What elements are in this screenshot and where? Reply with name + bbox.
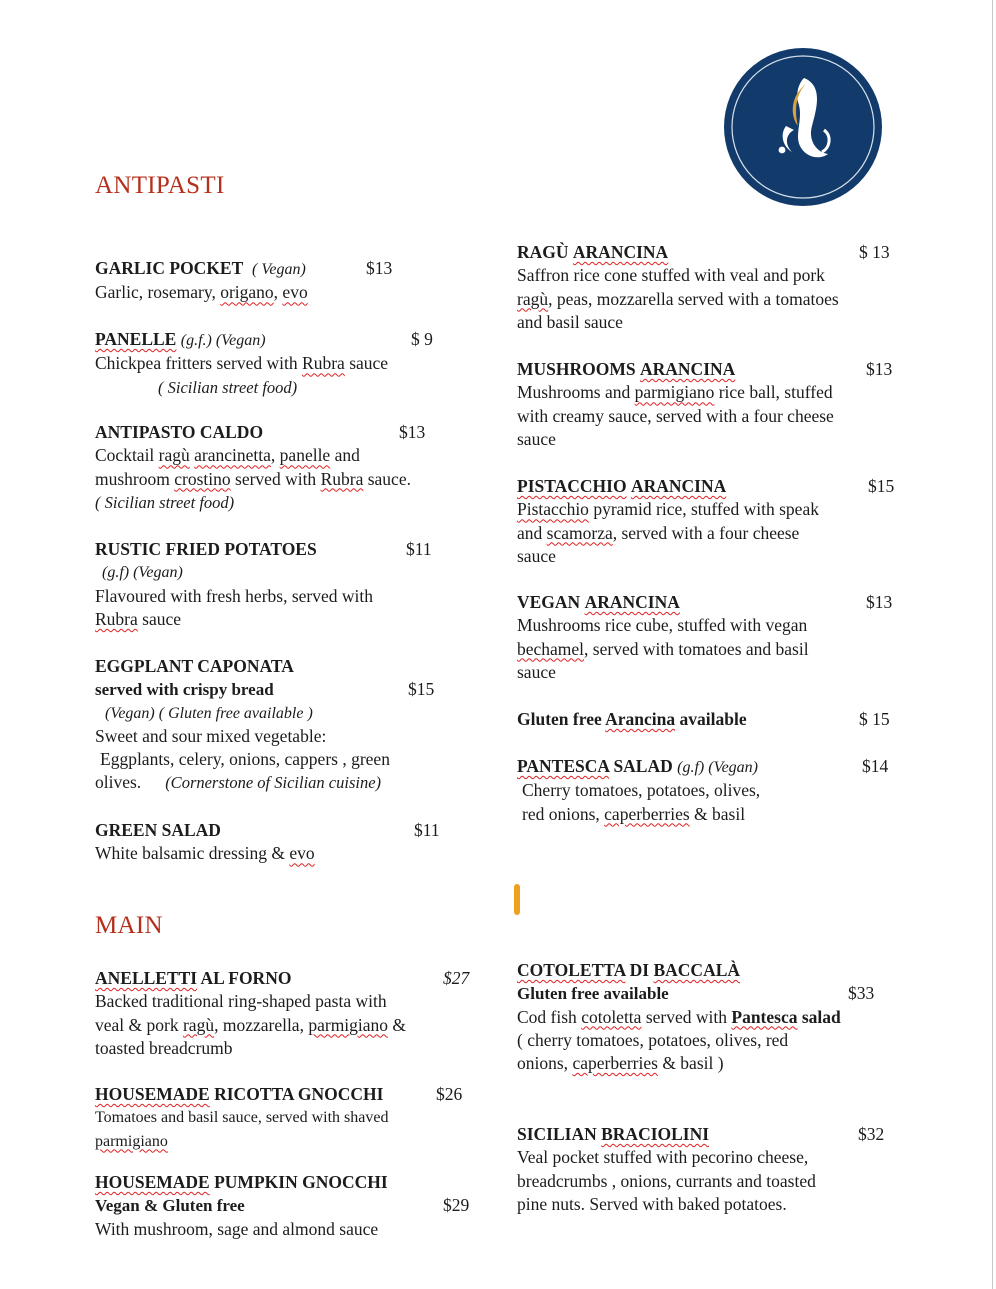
item-desc: arancinetta — [194, 445, 271, 466]
item-desc: red onions, — [522, 803, 605, 824]
item-price: $13 — [866, 359, 893, 379]
item-desc: and basil sauce — [517, 311, 623, 332]
main-title: MAIN — [95, 912, 163, 939]
item-name: Gluten free — [517, 709, 606, 729]
item-desc: ragù — [158, 445, 190, 466]
item-desc: Rubra — [95, 608, 138, 629]
text-cursor-marker — [514, 884, 520, 915]
item-price: $15 — [868, 476, 895, 496]
item-desc: Cocktail — [95, 445, 159, 466]
item-name: DI — [625, 960, 654, 980]
item-price: $33 — [848, 983, 875, 1004]
item-desc: , served with tomatoes and basil — [584, 638, 809, 659]
item-name: PISTACCHIO — [517, 476, 627, 496]
item-price: $13 — [866, 592, 893, 612]
menu-item-cotoletta-baccala — [517, 959, 917, 1075]
item-price: $ 13 — [859, 242, 890, 262]
item-name: BACCALÀ — [653, 960, 741, 980]
item-price: $26 — [436, 1084, 463, 1104]
item-desc: olives. — [95, 772, 142, 793]
antipasti-title: ANTIPASTI — [95, 172, 225, 199]
page-edge-line — [992, 0, 993, 1289]
item-desc: bechamel — [517, 638, 585, 659]
item-desc: Flavoured with fresh herbs, served with — [95, 585, 373, 606]
item-desc: onions, — [517, 1053, 573, 1074]
item-desc: Sweet and sour mixed vegetable: — [95, 725, 327, 746]
item-price: $11 — [406, 539, 432, 559]
item-name: AL FORNO — [197, 968, 292, 988]
menu-item-pistacchio-arancina — [517, 475, 917, 568]
item-desc: mushroom — [95, 468, 175, 489]
item-desc: veal & pork — [95, 1014, 183, 1035]
menu-item-antipasto-caldo — [95, 421, 490, 514]
item-desc: Eggplants, celery, onions, cappers , green — [100, 749, 390, 770]
item-desc: Backed traditional ring-shaped pasta with — [95, 991, 387, 1012]
item-desc: parmigiano — [308, 1014, 389, 1035]
item-subtitle: Vegan & Gluten free — [95, 1196, 245, 1216]
item-tags: (g.f) (Vegan) — [102, 564, 183, 582]
item-price: $29 — [443, 1195, 470, 1216]
item-price: $15 — [408, 679, 435, 700]
item-price: $ 15 — [859, 709, 890, 729]
item-note: ( Sicilian street food) — [95, 492, 235, 512]
item-desc: sauce — [517, 545, 556, 566]
item-note: ( Sicilian street food) — [158, 377, 298, 397]
item-name: GARLIC POCKET — [95, 258, 244, 278]
item-desc: & basil ) — [657, 1053, 724, 1074]
item-price: $13 — [366, 258, 393, 278]
item-desc: Pistacchio — [517, 499, 589, 520]
item-desc: Rubra — [302, 353, 345, 374]
item-name: ARANCINA — [572, 242, 669, 262]
item-price: $13 — [399, 422, 426, 442]
item-desc: breadcrumbs , onions, currants and toasted — [517, 1170, 816, 1191]
item-price: $32 — [858, 1124, 885, 1144]
item-name: Arancina — [605, 709, 676, 729]
item-tags: (Vegan) ( Gluten free available ) — [105, 704, 313, 722]
item-name: BRACIOLINI — [601, 1124, 710, 1144]
item-name: ANELLETTI — [95, 968, 198, 988]
item-name: HOUSEMADE — [95, 1084, 210, 1104]
item-name: RICOTTA GNOCCHI — [209, 1084, 384, 1104]
item-desc: and — [330, 445, 360, 466]
item-desc: & basil — [689, 803, 746, 824]
item-desc: evo — [289, 843, 315, 864]
menu-item-garlic-pocket — [95, 257, 485, 305]
item-subtitle: Gluten free available — [517, 984, 669, 1004]
item-desc: With mushroom, sage and almond sauce — [95, 1218, 379, 1239]
item-desc: panelle — [279, 445, 331, 466]
item-desc: sauce — [344, 353, 389, 374]
item-note: (Cornerstone of Sicilian cuisine) — [165, 773, 382, 793]
menu-item-green-salad — [95, 819, 485, 866]
item-price: $27 — [443, 968, 470, 988]
item-name: RUSTIC FRIED POTATOES — [95, 539, 317, 559]
item-name: GREEN SALAD — [95, 820, 221, 840]
menu-item-ricotta-gnocchi — [95, 1083, 490, 1153]
item-desc: ( cherry tomatoes, potatoes, olives, red — [517, 1029, 789, 1050]
item-desc: Mushrooms rice cube, stuffed with vegan — [517, 615, 808, 636]
item-tags: ( Vegan) — [252, 261, 306, 278]
item-desc: sauce — [517, 428, 556, 449]
item-name: PUMPKIN GNOCCHI — [209, 1172, 388, 1192]
item-desc: with creamy sauce, served with a four cheese — [517, 405, 834, 426]
menu-item-eggplant-caponata — [95, 655, 485, 795]
item-desc: pine nuts. Served with baked potatoes. — [517, 1193, 787, 1214]
item-price: $ 9 — [411, 329, 433, 349]
menu-item-vegan-arancina — [517, 591, 917, 684]
item-desc: Cod fish — [517, 1006, 582, 1027]
item-name: SALAD — [609, 756, 673, 776]
item-desc: , peas, mozzarella served with a tomatoes — [548, 288, 839, 309]
item-desc: caperberries — [572, 1053, 658, 1074]
item-name: PANTESCA — [517, 756, 610, 776]
item-name: RAGÙ — [517, 242, 569, 262]
item-desc: Chickpea fritters served with — [95, 353, 303, 374]
item-desc: , served with a four cheese — [612, 522, 800, 543]
item-name: HOUSEMADE — [95, 1172, 210, 1192]
menu-item-gluten-free-arancina — [517, 708, 917, 731]
menu-item-pantesca-salad — [517, 755, 917, 826]
item-desc: & — [388, 1014, 407, 1035]
item-name: VEGAN — [517, 592, 581, 612]
item-price: $14 — [862, 756, 889, 776]
menu-item-panelle — [95, 328, 485, 399]
menu-item-mushrooms-arancina — [517, 358, 917, 451]
item-desc: sauce — [517, 661, 556, 682]
item-desc: scamorza — [546, 522, 613, 543]
item-tags: (g.f.) (Vegan) — [180, 332, 266, 349]
item-name: available — [675, 709, 747, 729]
item-desc: salad — [797, 1006, 841, 1027]
item-desc: , — [273, 282, 283, 303]
menu-item-rustic-fried-potatoes — [95, 538, 485, 631]
item-desc: toasted breadcrumb — [95, 1037, 233, 1058]
item-name: COTOLETTA — [517, 960, 626, 980]
item-desc: parmigiano — [634, 382, 715, 403]
item-desc: Saffron rice cone stuffed with veal and pork — [517, 265, 825, 286]
item-desc: evo — [282, 282, 308, 303]
item-desc: rice ball, stuffed — [714, 382, 833, 403]
item-desc: served with — [230, 468, 321, 489]
item-name: MUSHROOMS — [517, 359, 636, 379]
item-desc: caperberries — [604, 803, 690, 824]
restaurant-logo-icon — [724, 48, 882, 206]
item-desc: sauce. — [363, 468, 411, 489]
item-desc: Rubra — [320, 468, 364, 489]
item-desc: served with — [641, 1006, 732, 1027]
item-desc: Cherry tomatoes, potatoes, olives, — [522, 780, 761, 801]
item-tags: (g.f) (Vegan) — [677, 759, 758, 776]
item-subtitle: served with crispy bread — [95, 680, 274, 700]
menu-item-sicilian-braciolini — [517, 1123, 917, 1216]
item-name: PANELLE — [95, 329, 177, 349]
menu-item-anelletti — [95, 967, 490, 1060]
item-desc: ragù — [182, 1014, 215, 1035]
item-desc: Pantesca — [731, 1006, 798, 1027]
item-desc: ragù — [517, 288, 549, 309]
item-desc: pyramid rice, stuffed with speak — [588, 499, 819, 520]
item-name: ARANCINA — [584, 592, 680, 612]
item-name: ARANCINA — [640, 359, 736, 379]
item-desc: parmigiano — [95, 1132, 168, 1150]
item-desc: and — [517, 522, 547, 543]
item-name: ANTIPASTO CALDO — [95, 422, 264, 442]
item-desc: Tomatoes and basil sauce, served with shaved — [95, 1109, 389, 1127]
item-desc: Garlic, rosemary, — [95, 282, 221, 303]
item-desc: Mushrooms and — [517, 382, 635, 403]
item-price: $11 — [414, 820, 440, 840]
menu-item-pumpkin-gnocchi — [95, 1171, 490, 1241]
item-desc: cotoletta — [581, 1006, 642, 1027]
menu-item-ragu-arancina — [517, 241, 917, 334]
item-desc: , — [270, 445, 280, 466]
item-desc: White balsamic dressing & — [95, 843, 290, 864]
item-name: SICILIAN — [517, 1124, 602, 1144]
item-name: ARANCINA — [630, 476, 727, 496]
item-desc: Veal pocket stuffed with pecorino cheese, — [517, 1147, 809, 1168]
item-desc: , mozzarella, — [214, 1014, 309, 1035]
item-desc: crostino — [174, 468, 231, 489]
item-desc: sauce — [137, 608, 182, 629]
item-desc: origano — [220, 282, 274, 303]
item-name: EGGPLANT CAPONATA — [95, 656, 294, 676]
